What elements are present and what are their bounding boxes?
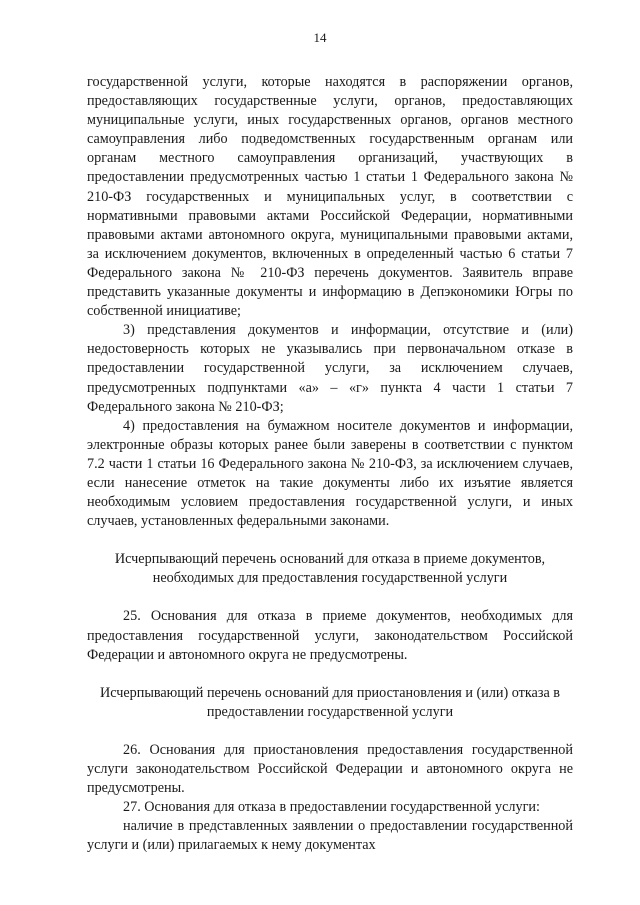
paragraph-item-4: 4) предоставления на бумажном носителе документов и информации, электронные образы которых ранее были заверены в соответствии с пунктом 7.2 части 1 статьи 16 Федерального закона № 210-ФЗ, за исключением случаев, если нанесение отметок на такие документы либо их изъятие является необходимым условием предоставления государственной услуги, и иных случаев, установленных федеральными законами. [87, 417, 573, 530]
paragraph-27-item: наличие в представленных заявлении о предоставлении государственной услуги и (или) прилагаемых к нему документах [87, 818, 573, 854]
paragraph-continuation: государственной услуги, которые находятся в распоряжении органов, предоставляющих государственные услуги, органов, предоставляющих муниципальные услуги, иных государственных органов, органов местного самоуправления либо подведомственных государственным органам или органам местного самоуправления организаций, участвующих в предоставлении предусмотренных частью 1 статьи 1 Федерального закона № 210-ФЗ государственных и муниципальных услуг, в соответствии с нормативными правовыми актами Российской Федерации, нормативными правовыми актами автономного округа, муниципальными правовыми актами, за исключением документов, включенных в определенный частью 6 статьи 7 Федерального закона № 210-ФЗ перечень документов. Заявитель вправе представить указанные документы и информацию в Депэкономики Югры по собственной инициативе; [87, 74, 573, 320]
paragraph-27: 27. Основания для отказа в предоставлении государственной услуги: [123, 799, 540, 816]
section-heading-refusal-acceptance: Исчерпывающий перечень оснований для отказа в приеме документов, необходимых для предоставления государственной услуги [114, 551, 546, 587]
section-heading-suspension-refusal: Исчерпывающий перечень оснований для приостановления и (или) отказа в предоставлении государственной услуги [99, 684, 561, 720]
page-number: 14 [313, 30, 327, 45]
paragraph-26: 26. Основания для приостановления предоставления государственной услуги законодательством Российской Федерации и автономного округа не предусмотрены. [87, 741, 573, 797]
document-body [87, 73, 573, 855]
paragraph-25: 25. Основания для отказа в приеме документов, необходимых для предоставления государственной услуги, законодательством Российской Федерации и автономного округа не предусмотрены. [87, 608, 573, 663]
paragraph-item-3: 3) представления документов и информации, отсутствие и (или) недостоверность которых не указывались при первоначальном отказе в предоставлении государственной услуги, за исключением случаев, предусмотренных подпунктами «а» – «г» пункта 4 части 1 статьи 7 Федерального закона № 210-ФЗ; [87, 322, 573, 415]
